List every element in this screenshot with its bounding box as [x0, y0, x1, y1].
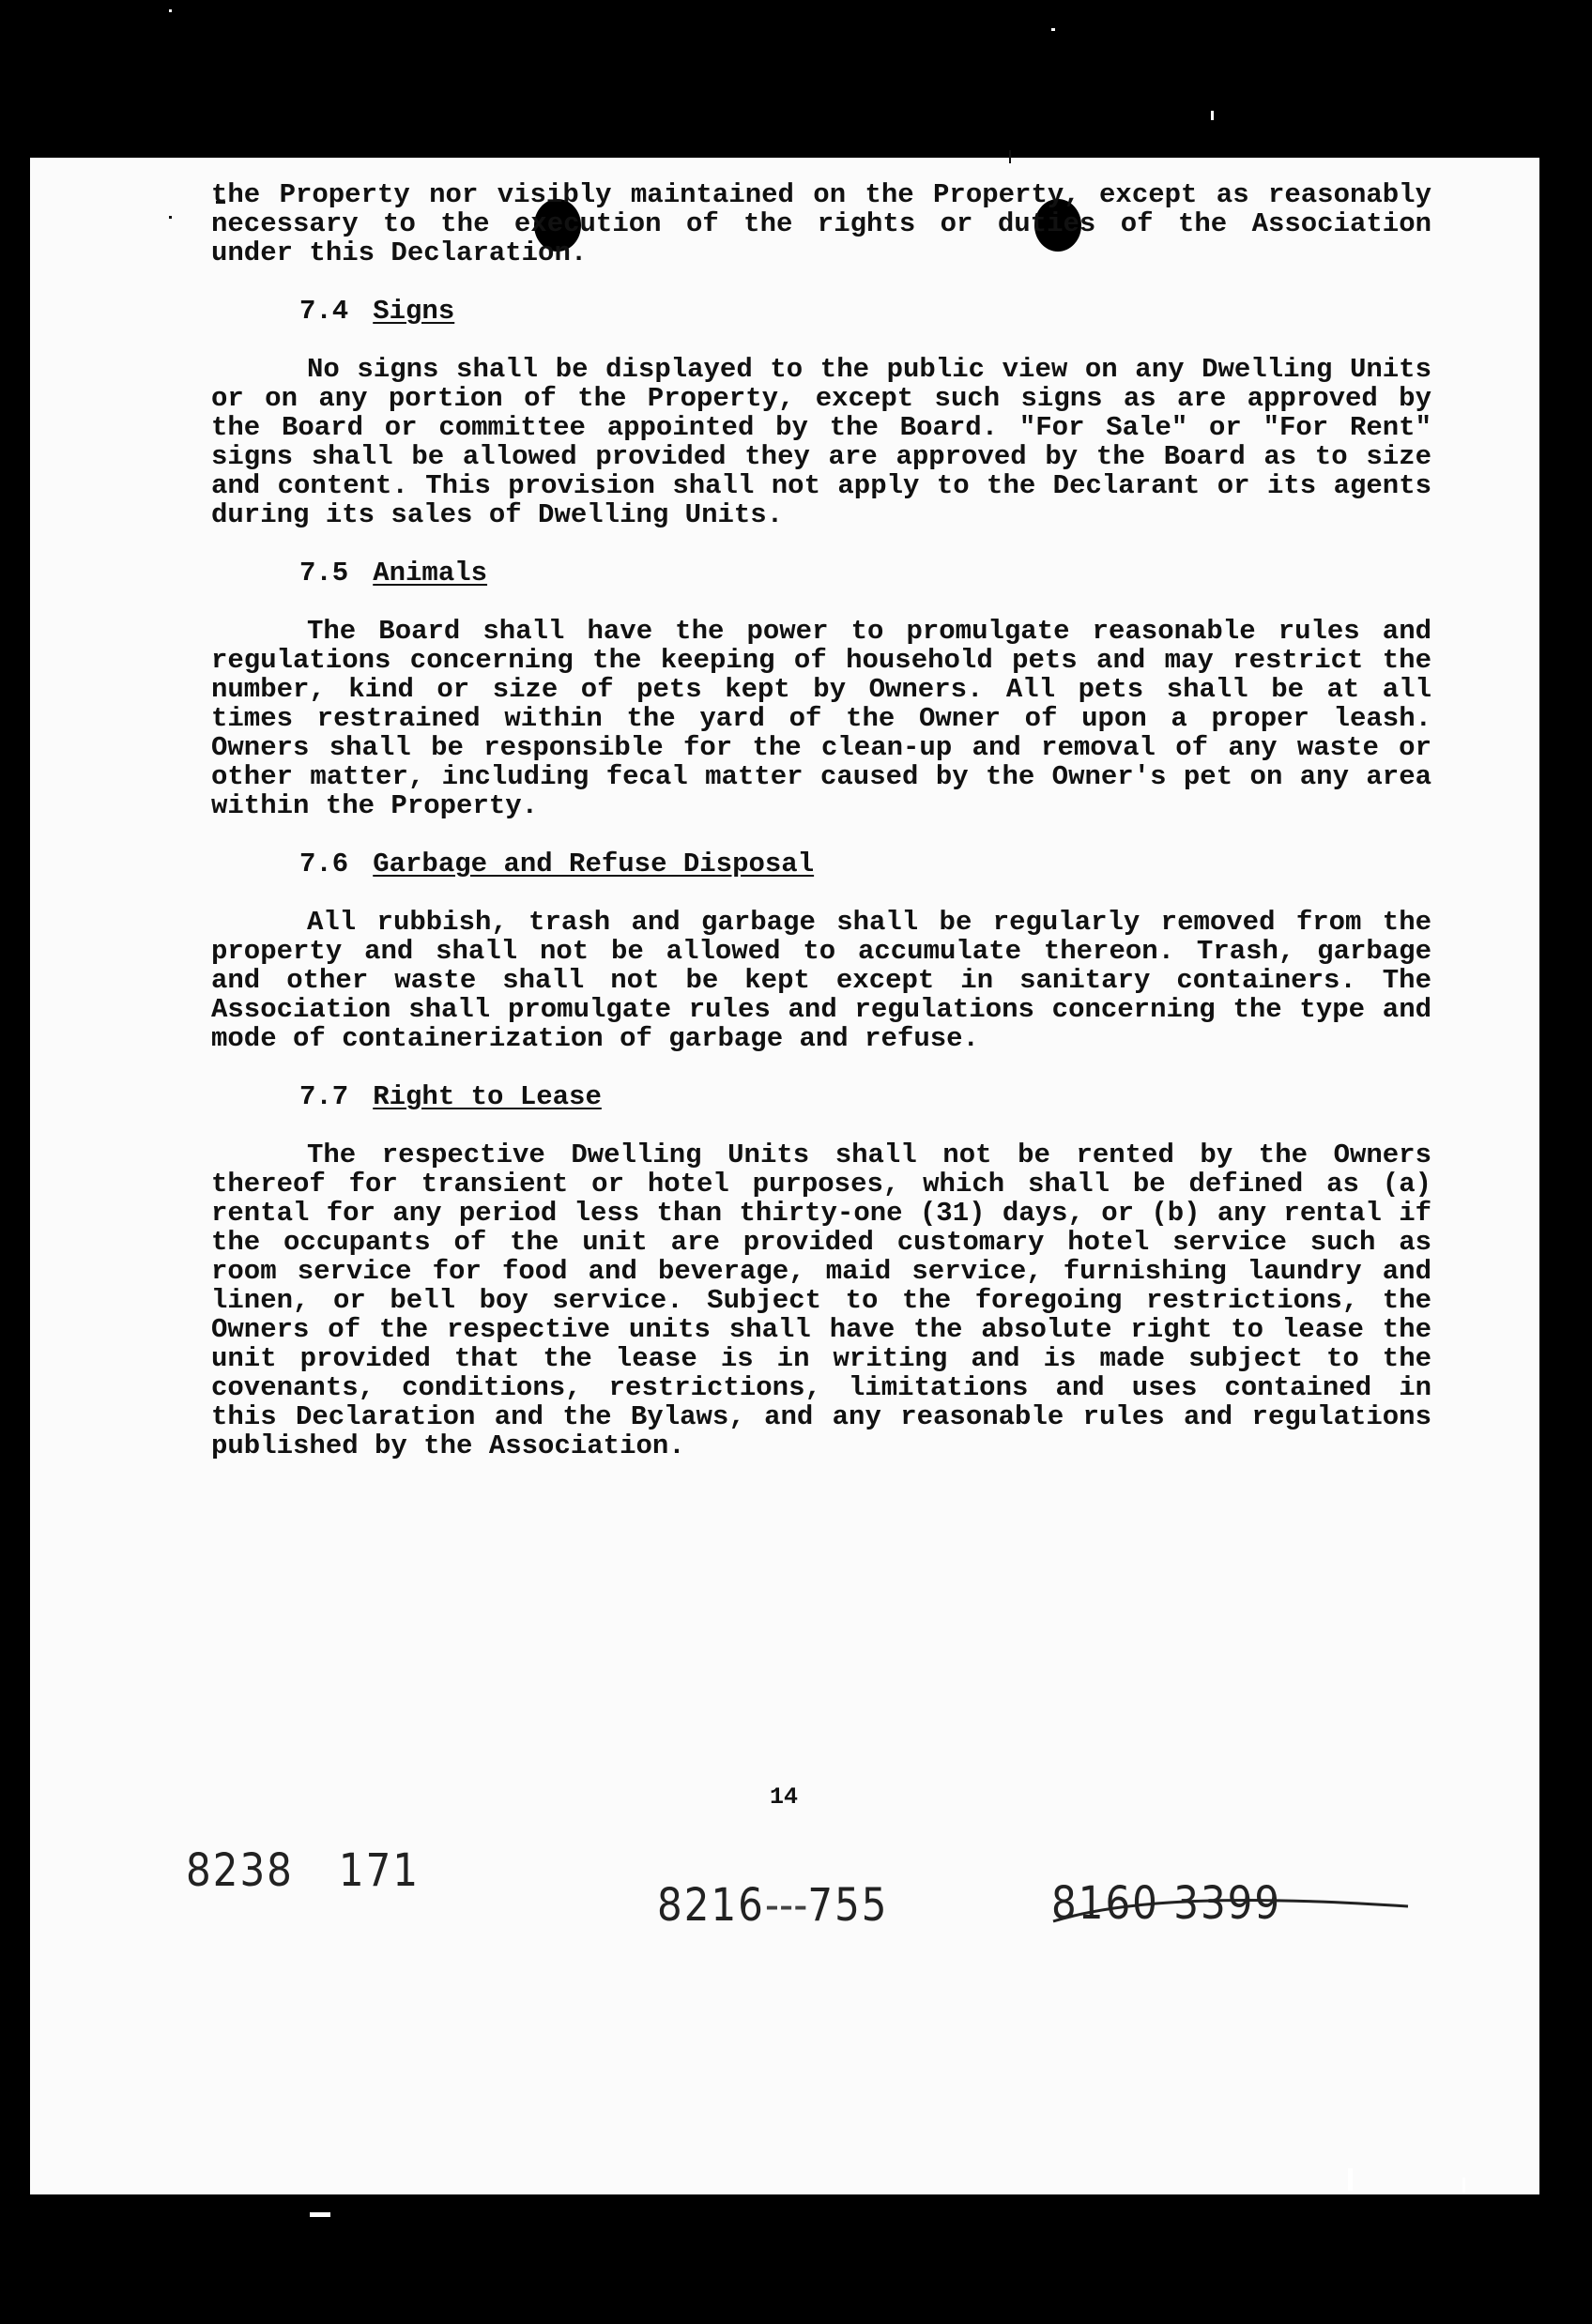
scan-speck [1462, 2178, 1465, 2193]
section-number: 7.7 [299, 1081, 349, 1112]
scan-speck [1348, 2168, 1353, 2191]
section-number: 7.5 [299, 558, 349, 589]
garbage-paragraph: All rubbish, trash and garbage shall be regularly removed from the property and shall not be allowed to accumulate thereon. Trash, garbage and other waste shall not be kept except in sanitary containers. The Association shall promulgate rules and regulations concerning the type and mode of containerization of garbage and refuse. [211, 907, 1431, 1054]
section-heading-animals [299, 558, 1431, 588]
strikethrough-mark [1051, 1889, 1410, 1927]
section-title: Animals [373, 558, 488, 589]
scan-speck [310, 2212, 330, 2217]
section-heading-garbage [299, 849, 1431, 879]
section-heading-lease [299, 1082, 1431, 1111]
page-ref: 755 [807, 1878, 889, 1932]
book-number: 8216 [657, 1878, 765, 1932]
scan-speck [169, 216, 172, 219]
section-title: Right to Lease [373, 1081, 602, 1112]
signs-paragraph: No signs shall be displayed to the public view on any Dwelling Units or on any portion of the Property, except such signs as are approved by the Board or committee appointed by the Board. "For Sale" or "For Rent" signs shall be allowed provided they are approved by the Board as to size and content. This provision shall not apply to the Declarant or its agents during its sales of Dwelling Units. [211, 354, 1431, 530]
recording-stamp [657, 1878, 889, 1931]
scan-speck [1009, 150, 1011, 163]
scan-speck [1051, 28, 1055, 31]
scan-speck [169, 9, 172, 12]
animals-paragraph: The Board shall have the power to promulgate reasonable rules and regulations concerning the keeping of household pets and may restrict the number, kind or size of pets kept by Owners. All pets shall be at all times restrained within the yard of the Owner of upon a proper leash. Owners shall be responsible for the clean-up and removal of any waste or other matter, including fecal matter caused by the Owner's pet on any area within the Property. [211, 616, 1431, 821]
section-number: 7.6 [299, 849, 349, 879]
scan-speck [1211, 111, 1214, 120]
crossed-out-stamp: 8160 3399 [1051, 1876, 1282, 1930]
book-number: 8238 [186, 1843, 294, 1897]
section-title: Signs [373, 296, 455, 327]
page-ref: 171 [338, 1843, 421, 1897]
recording-stamp [186, 1843, 420, 1896]
section-number: 7.4 [299, 296, 349, 327]
intro-paragraph: the Property nor visibly maintained on the Property, except as reasonably necessary to the execution of the rights or duties of the Association under this Declaration. [211, 179, 1431, 268]
section-heading-signs [299, 297, 1431, 326]
section-title: Garbage and Refuse Disposal [373, 849, 815, 879]
lease-paragraph: The respective Dwelling Units shall not be rented by the Owners thereof for transient or hotel purposes, which shall be defined as (a) rental for any period less than thirty-one (31) days, or (b) any rental if the occupants of the unit are provided customary hotel service such as room service for food and beverage, maid service, furnishing laundry and linen, or bell boy service. Subject to the foregoing restrictions, the Owners of the respective units shall have the absolute right to lease the unit provided that the lease is in writing and is made subject to the covenants, conditions, restrictions, limitations and uses contained in this Declaration and the Bylaws, and any reasonable rules and regulations published by the Association. [211, 1139, 1431, 1461]
stamp-separator: --- [764, 1878, 808, 1932]
page-number: 14 [770, 1783, 799, 1811]
document-body [211, 180, 1431, 1460]
